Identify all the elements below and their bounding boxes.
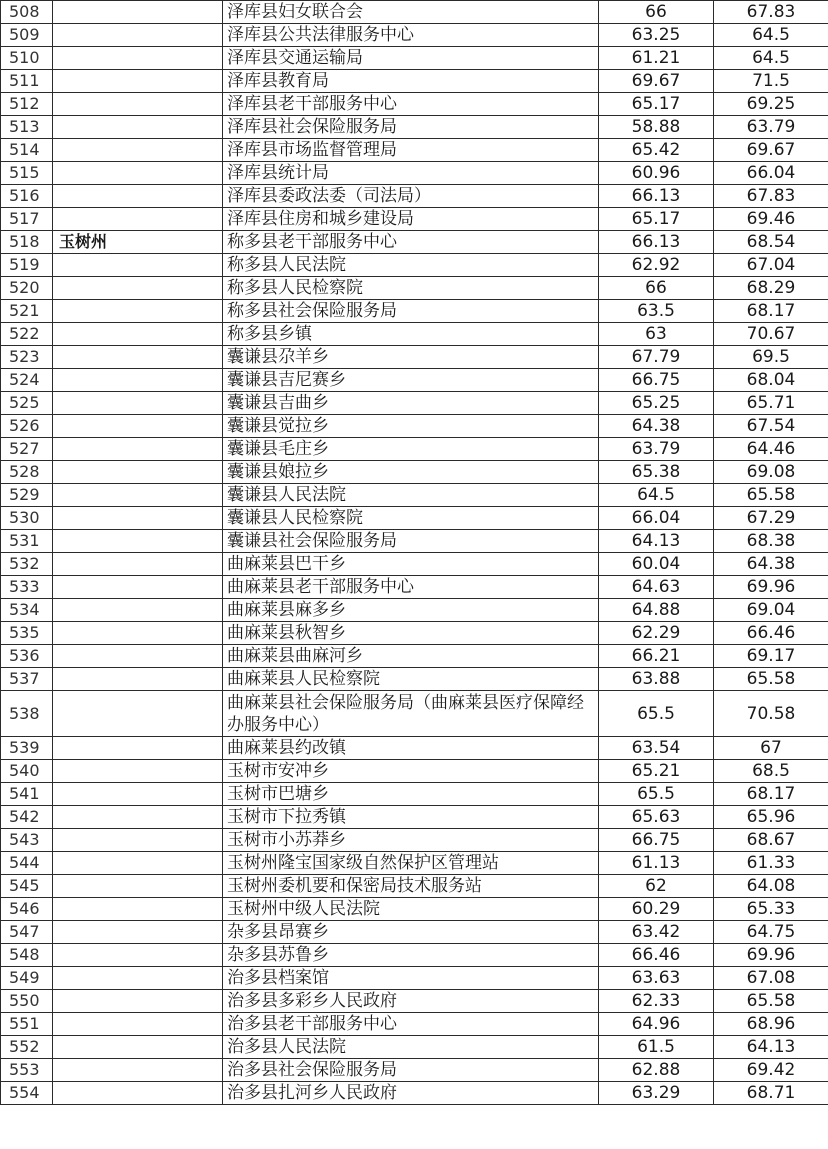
score-2-cell[interactable]: 63.79 [714,116,828,139]
score-2-cell[interactable]: 68.54 [714,231,828,254]
score-2-cell[interactable]: 68.38 [714,530,828,553]
row-number-cell[interactable]: 513 [1,116,53,139]
table-row [1,668,828,691]
table-row [1,875,828,898]
score-2-cell[interactable]: 68.67 [714,829,828,852]
region-cell[interactable] [53,116,223,139]
score-1-cell[interactable]: 63.54 [599,737,714,760]
score-1-cell[interactable]: 62.33 [599,990,714,1013]
row-number-cell[interactable]: 535 [1,622,53,645]
table-row [1,829,828,852]
score-2-cell[interactable]: 67 [714,737,828,760]
unit-name-cell[interactable]: 治多县人民法院 [223,1036,599,1059]
unit-name-cell[interactable]: 称多县人民检察院 [223,277,599,300]
score-2-cell[interactable]: 69.96 [714,944,828,967]
score-1-cell[interactable]: 65.42 [599,139,714,162]
table-row [1,415,828,438]
score-2-cell[interactable]: 61.33 [714,852,828,875]
unit-name-cell[interactable]: 曲麻莱县巴干乡 [223,553,599,576]
unit-name-cell[interactable]: 曲麻莱县曲麻河乡 [223,645,599,668]
region-cell[interactable] [53,300,223,323]
unit-name-cell[interactable]: 玉树市巴塘乡 [223,783,599,806]
row-number-cell[interactable]: 508 [1,1,53,24]
region-cell[interactable] [53,921,223,944]
row-number-cell[interactable]: 516 [1,185,53,208]
score-1-cell[interactable]: 66.13 [599,231,714,254]
row-number-cell[interactable]: 519 [1,254,53,277]
region-cell[interactable] [53,24,223,47]
score-1-cell[interactable]: 63.42 [599,921,714,944]
score-1-cell[interactable]: 58.88 [599,116,714,139]
row-number-cell[interactable]: 541 [1,783,53,806]
score-1-cell[interactable]: 63 [599,323,714,346]
unit-name-cell[interactable]: 玉树州隆宝国家级自然保护区管理站 [223,852,599,875]
score-1-cell[interactable]: 62.29 [599,622,714,645]
table-row [1,47,828,70]
unit-name-cell[interactable]: 曲麻莱县麻多乡 [223,599,599,622]
table-row [1,737,828,760]
score-1-cell[interactable]: 61.5 [599,1036,714,1059]
table-row [1,783,828,806]
score-1-cell[interactable]: 60.04 [599,553,714,576]
table-row [1,760,828,783]
row-number-cell[interactable]: 548 [1,944,53,967]
score-1-cell[interactable]: 66.21 [599,645,714,668]
table-row [1,162,828,185]
score-1-cell[interactable]: 64.5 [599,484,714,507]
region-cell[interactable] [53,415,223,438]
unit-name-cell[interactable]: 囊谦县尕羊乡 [223,346,599,369]
score-1-cell[interactable]: 65.25 [599,392,714,415]
unit-name-cell[interactable]: 囊谦县毛庄乡 [223,438,599,461]
score-2-cell[interactable]: 67.08 [714,967,828,990]
region-cell[interactable] [53,622,223,645]
table-row [1,185,828,208]
score-1-cell[interactable]: 66.04 [599,507,714,530]
row-number-cell[interactable]: 524 [1,369,53,392]
unit-name-cell[interactable]: 泽库县老干部服务中心 [223,93,599,116]
score-2-cell[interactable]: 69.42 [714,1059,828,1082]
score-2-cell[interactable]: 67.54 [714,415,828,438]
region-cell[interactable] [53,760,223,783]
row-number-cell[interactable]: 554 [1,1082,53,1105]
score-2-cell[interactable]: 67.83 [714,1,828,24]
table-row [1,1082,828,1105]
region-cell[interactable] [53,392,223,415]
score-2-cell[interactable]: 69.67 [714,139,828,162]
row-number-cell[interactable]: 515 [1,162,53,185]
score-1-cell[interactable]: 65.38 [599,461,714,484]
table-row [1,346,828,369]
row-number-cell[interactable]: 526 [1,415,53,438]
table-row [1,622,828,645]
region-cell[interactable] [53,162,223,185]
table-row [1,369,828,392]
score-1-cell[interactable]: 60.29 [599,898,714,921]
region-cell[interactable] [53,1,223,24]
unit-name-cell[interactable]: 玉树州中级人民法院 [223,898,599,921]
region-cell[interactable] [53,645,223,668]
table-row [1,70,828,93]
table-row [1,461,828,484]
region-cell[interactable] [53,737,223,760]
region-cell[interactable] [53,1059,223,1082]
score-2-cell[interactable]: 64.13 [714,1036,828,1059]
score-1-cell[interactable]: 60.96 [599,162,714,185]
score-1-cell[interactable]: 65.63 [599,806,714,829]
score-1-cell[interactable]: 62 [599,875,714,898]
region-cell[interactable] [53,70,223,93]
table-row [1,921,828,944]
table-row [1,277,828,300]
region-cell[interactable] [53,461,223,484]
score-1-cell[interactable]: 61.13 [599,852,714,875]
score-1-cell[interactable]: 64.38 [599,415,714,438]
region-cell[interactable] [53,1036,223,1059]
unit-name-cell[interactable]: 泽库县市场监督管理局 [223,139,599,162]
score-2-cell[interactable]: 69.08 [714,461,828,484]
unit-name-cell[interactable]: 治多县档案馆 [223,967,599,990]
table-row [1,1013,828,1036]
score-2-cell[interactable]: 67.83 [714,185,828,208]
row-number-cell[interactable]: 552 [1,1036,53,1059]
score-2-cell[interactable]: 69.96 [714,576,828,599]
row-number-cell[interactable]: 509 [1,24,53,47]
table-row [1,1036,828,1059]
row-number-cell[interactable]: 545 [1,875,53,898]
unit-name-cell[interactable]: 杂多县昂赛乡 [223,921,599,944]
unit-name-cell[interactable]: 囊谦县人民法院 [223,484,599,507]
region-cell[interactable] [53,369,223,392]
region-cell[interactable] [53,806,223,829]
score-2-cell[interactable]: 64.46 [714,438,828,461]
row-number-cell[interactable]: 543 [1,829,53,852]
score-2-cell[interactable]: 66.46 [714,622,828,645]
row-number-cell[interactable]: 544 [1,852,53,875]
table-row [1,1059,828,1082]
row-number-cell[interactable]: 510 [1,47,53,70]
unit-name-cell[interactable]: 泽库县住房和城乡建设局 [223,208,599,231]
row-number-cell[interactable]: 530 [1,507,53,530]
table-row [1,990,828,1013]
region-cell[interactable] [53,139,223,162]
region-cell[interactable] [53,1082,223,1105]
table-row [1,392,828,415]
row-number-cell[interactable]: 522 [1,323,53,346]
score-1-cell[interactable]: 64.13 [599,530,714,553]
region-cell[interactable] [53,576,223,599]
score-1-cell[interactable]: 66 [599,277,714,300]
score-2-cell[interactable]: 69.5 [714,346,828,369]
table-row [1,93,828,116]
score-2-cell[interactable]: 69.17 [714,645,828,668]
table-row [1,967,828,990]
score-1-cell[interactable]: 63.5 [599,300,714,323]
table-row [1,116,828,139]
unit-name-cell[interactable]: 囊谦县人民检察院 [223,507,599,530]
score-1-cell[interactable]: 65.17 [599,93,714,116]
score-1-cell[interactable]: 67.79 [599,346,714,369]
row-number-cell[interactable]: 553 [1,1059,53,1082]
table-row [1,944,828,967]
score-1-cell[interactable]: 61.21 [599,47,714,70]
region-cell[interactable] [53,944,223,967]
row-number-cell[interactable]: 517 [1,208,53,231]
unit-name-cell[interactable]: 囊谦县觉拉乡 [223,415,599,438]
unit-name-cell[interactable]: 玉树市安冲乡 [223,760,599,783]
score-1-cell[interactable]: 64.63 [599,576,714,599]
table-row [1,438,828,461]
region-cell[interactable] [53,852,223,875]
region-cell[interactable] [53,691,223,737]
region-cell[interactable] [53,530,223,553]
score-2-cell[interactable]: 69.46 [714,208,828,231]
score-2-cell[interactable]: 68.71 [714,1082,828,1105]
unit-name-cell[interactable]: 称多县乡镇 [223,323,599,346]
score-1-cell[interactable]: 65.5 [599,783,714,806]
row-number-cell[interactable]: 525 [1,392,53,415]
score-2-cell[interactable]: 68.17 [714,783,828,806]
table-row [1,484,828,507]
score-1-cell[interactable]: 63.79 [599,438,714,461]
score-1-cell[interactable]: 66.46 [599,944,714,967]
score-2-cell[interactable]: 68.17 [714,300,828,323]
table-row [1,323,828,346]
score-2-cell[interactable]: 64.5 [714,47,828,70]
score-2-cell[interactable]: 66.04 [714,162,828,185]
score-2-cell[interactable]: 65.58 [714,990,828,1013]
region-cell[interactable] [53,553,223,576]
table-row [1,645,828,668]
region-cell[interactable] [53,829,223,852]
score-1-cell[interactable]: 66 [599,1,714,24]
row-number-cell[interactable]: 546 [1,898,53,921]
score-1-cell[interactable]: 69.67 [599,70,714,93]
score-1-cell[interactable]: 63.88 [599,668,714,691]
table-row [1,139,828,162]
score-1-cell[interactable]: 62.92 [599,254,714,277]
score-2-cell[interactable]: 68.96 [714,1013,828,1036]
region-cell[interactable] [53,668,223,691]
region-cell[interactable] [53,507,223,530]
score-1-cell[interactable]: 65.5 [599,691,714,737]
region-cell[interactable] [53,208,223,231]
unit-name-cell[interactable]: 泽库县教育局 [223,70,599,93]
table-row [1,231,828,254]
unit-name-cell[interactable]: 称多县人民法院 [223,254,599,277]
score-1-cell[interactable]: 66.13 [599,185,714,208]
table-row [1,576,828,599]
row-number-cell[interactable]: 518 [1,231,53,254]
row-number-cell[interactable]: 550 [1,990,53,1013]
unit-name-cell[interactable]: 玉树市下拉秀镇 [223,806,599,829]
region-cell[interactable] [53,898,223,921]
table-row [1,898,828,921]
region-cell[interactable] [53,967,223,990]
row-number-cell[interactable]: 537 [1,668,53,691]
unit-name-cell[interactable]: 囊谦县娘拉乡 [223,461,599,484]
table-row [1,599,828,622]
region-cell[interactable] [53,346,223,369]
region-cell[interactable] [53,438,223,461]
table-row [1,507,828,530]
score-1-cell[interactable]: 64.96 [599,1013,714,1036]
region-cell[interactable] [53,783,223,806]
score-2-cell[interactable]: 68.5 [714,760,828,783]
table-row [1,852,828,875]
unit-name-cell[interactable]: 曲麻莱县老干部服务中心 [223,576,599,599]
region-cell[interactable] [53,875,223,898]
score-2-cell[interactable]: 67.29 [714,507,828,530]
unit-name-cell[interactable]: 称多县社会保险服务局 [223,300,599,323]
table-row [1,553,828,576]
table-row [1,806,828,829]
region-cell[interactable]: 玉树州 [53,231,223,254]
score-2-cell[interactable]: 71.5 [714,70,828,93]
score-1-cell[interactable]: 63.29 [599,1082,714,1105]
score-1-cell[interactable]: 66.75 [599,369,714,392]
unit-name-cell[interactable]: 杂多县苏鲁乡 [223,944,599,967]
region-cell[interactable] [53,93,223,116]
score-1-cell[interactable]: 65.17 [599,208,714,231]
score-2-cell[interactable]: 69.25 [714,93,828,116]
region-cell[interactable] [53,323,223,346]
row-number-cell[interactable]: 549 [1,967,53,990]
unit-name-cell[interactable]: 泽库县妇女联合会 [223,1,599,24]
table-row [1,254,828,277]
unit-name-cell[interactable]: 曲麻莱县约改镇 [223,737,599,760]
score-1-cell[interactable]: 66.75 [599,829,714,852]
unit-name-cell[interactable]: 玉树市小苏莽乡 [223,829,599,852]
score-2-cell[interactable]: 68.29 [714,277,828,300]
score-2-cell[interactable]: 64.38 [714,553,828,576]
unit-name-cell[interactable]: 囊谦县吉曲乡 [223,392,599,415]
table-row [1,24,828,47]
table-row [1,208,828,231]
row-number-cell[interactable]: 539 [1,737,53,760]
region-cell[interactable] [53,47,223,70]
region-cell[interactable] [53,484,223,507]
row-number-cell[interactable]: 531 [1,530,53,553]
row-number-cell[interactable]: 528 [1,461,53,484]
row-number-cell[interactable]: 512 [1,93,53,116]
unit-name-cell[interactable]: 泽库县统计局 [223,162,599,185]
score-2-cell[interactable]: 65.58 [714,484,828,507]
region-cell[interactable] [53,1013,223,1036]
region-cell[interactable] [53,185,223,208]
unit-name-cell[interactable]: 治多县社会保险服务局 [223,1059,599,1082]
row-number-cell[interactable]: 533 [1,576,53,599]
row-number-cell[interactable]: 534 [1,599,53,622]
score-2-cell[interactable]: 64.5 [714,24,828,47]
unit-name-cell[interactable]: 治多县多彩乡人民政府 [223,990,599,1013]
region-cell[interactable] [53,277,223,300]
unit-name-cell[interactable]: 泽库县交通运输局 [223,47,599,70]
score-1-cell[interactable]: 65.21 [599,760,714,783]
score-1-cell[interactable]: 62.88 [599,1059,714,1082]
row-number-cell[interactable]: 527 [1,438,53,461]
row-number-cell[interactable]: 523 [1,346,53,369]
unit-name-cell[interactable]: 泽库县委政法委（司法局） [223,185,599,208]
table-row [1,1,828,24]
unit-name-cell[interactable]: 囊谦县吉尼赛乡 [223,369,599,392]
unit-name-cell[interactable]: 治多县扎河乡人民政府 [223,1082,599,1105]
row-number-cell[interactable]: 540 [1,760,53,783]
unit-name-cell[interactable]: 曲麻莱县人民检察院 [223,668,599,691]
row-number-cell[interactable]: 542 [1,806,53,829]
unit-name-cell[interactable]: 囊谦县社会保险服务局 [223,530,599,553]
unit-name-cell[interactable]: 泽库县社会保险服务局 [223,116,599,139]
unit-name-cell[interactable]: 称多县老干部服务中心 [223,231,599,254]
unit-name-cell[interactable]: 曲麻莱县社会保险服务局（曲麻莱县医疗保障经办服务中心） [223,691,599,737]
score-2-cell[interactable]: 67.04 [714,254,828,277]
score-2-cell[interactable]: 70.67 [714,323,828,346]
row-number-cell[interactable]: 551 [1,1013,53,1036]
table-row [1,300,828,323]
score-2-cell[interactable]: 65.96 [714,806,828,829]
score-1-cell[interactable]: 64.88 [599,599,714,622]
table-row [1,530,828,553]
row-number-cell[interactable]: 520 [1,277,53,300]
score-2-cell[interactable]: 65.58 [714,668,828,691]
score-2-cell[interactable]: 64.08 [714,875,828,898]
table-body [1,1,828,1105]
region-cell[interactable] [53,990,223,1013]
score-1-cell[interactable]: 63.25 [599,24,714,47]
region-cell[interactable] [53,599,223,622]
row-number-cell[interactable]: 514 [1,139,53,162]
score-2-cell[interactable]: 68.04 [714,369,828,392]
score-2-cell[interactable]: 69.04 [714,599,828,622]
score-1-cell[interactable]: 63.63 [599,967,714,990]
row-number-cell[interactable]: 547 [1,921,53,944]
score-2-cell[interactable]: 70.58 [714,691,828,737]
row-number-cell[interactable]: 521 [1,300,53,323]
unit-name-cell[interactable]: 曲麻莱县秋智乡 [223,622,599,645]
unit-name-cell[interactable]: 治多县老干部服务中心 [223,1013,599,1036]
row-number-cell[interactable]: 532 [1,553,53,576]
row-number-cell[interactable]: 511 [1,70,53,93]
row-number-cell[interactable]: 538 [1,691,53,737]
unit-name-cell[interactable]: 玉树州委机要和保密局技术服务站 [223,875,599,898]
region-cell[interactable] [53,254,223,277]
unit-name-cell[interactable]: 泽库县公共法律服务中心 [223,24,599,47]
score-2-cell[interactable]: 64.75 [714,921,828,944]
row-number-cell[interactable]: 529 [1,484,53,507]
table-row [1,691,828,737]
row-number-cell[interactable]: 536 [1,645,53,668]
score-2-cell[interactable]: 65.71 [714,392,828,415]
score-2-cell[interactable]: 65.33 [714,898,828,921]
